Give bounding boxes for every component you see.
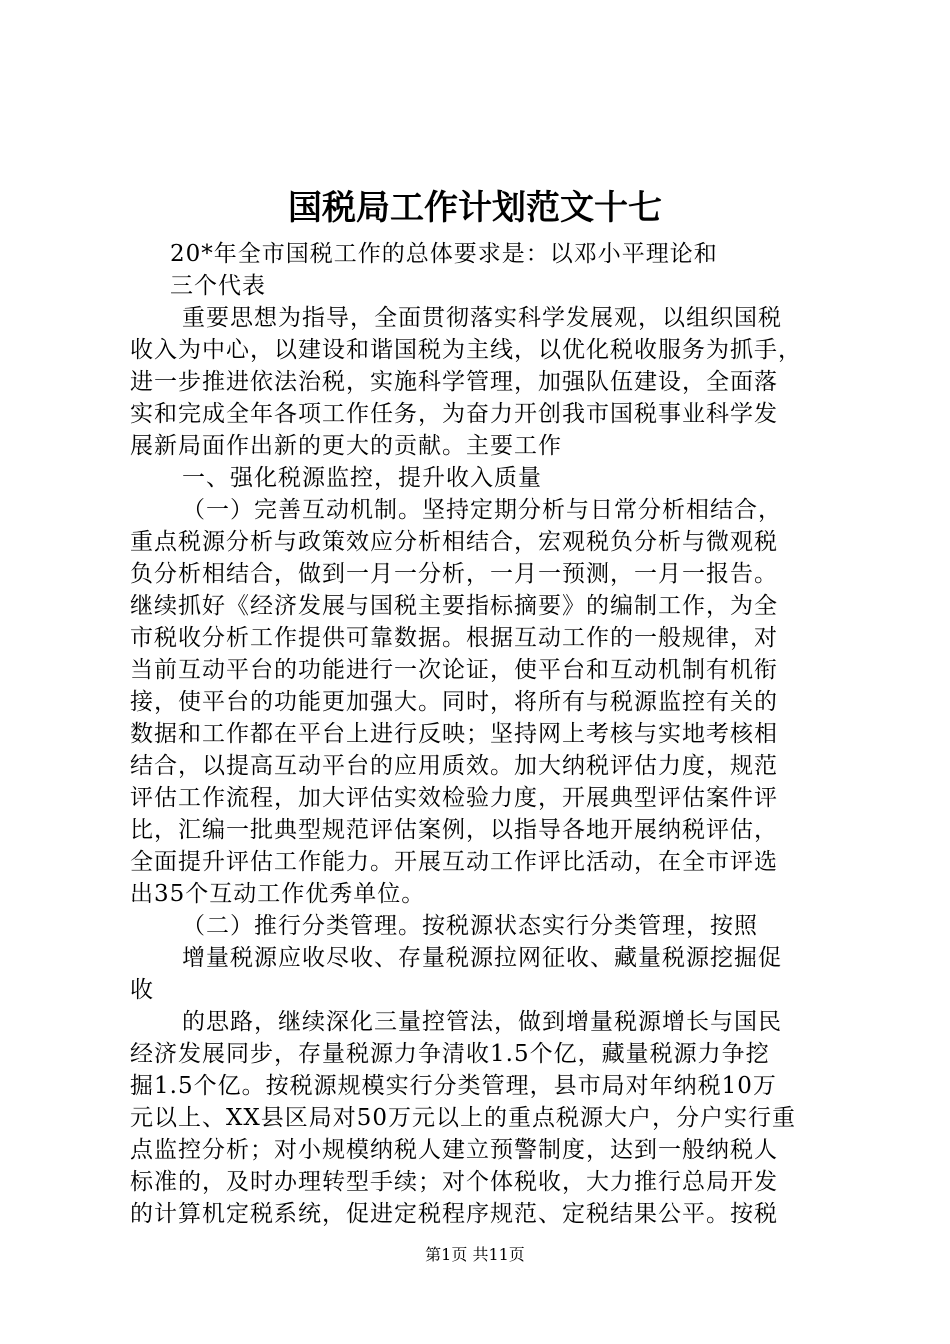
body-line: 元以上、XX县区局对50万元以上的重点税源大户，分户实行重 bbox=[130, 1105, 797, 1131]
body-line: 比，汇编一批典型规范评估案例，以指导各地开展纳税评估， bbox=[130, 817, 778, 843]
body-line: （一）完善互动机制。坚持定期分析与日常分析相结合， bbox=[182, 497, 782, 523]
body-line: 结合，以提高互动平台的应用质效。加大纳税评估力度，规范 bbox=[130, 753, 778, 779]
body-line: 当前互动平台的功能进行一次论证，使平台和互动机制有机衔 bbox=[130, 657, 778, 683]
body-line: 全面提升评估工作能力。开展互动工作评比活动，在全市评选 bbox=[130, 849, 778, 875]
body-line: 收入为中心，以建设和谐国税为主线，以优化税收服务为抓手， bbox=[130, 337, 802, 363]
body-line: 出35个互动工作优秀单位。 bbox=[130, 881, 426, 907]
body-line: 数据和工作都在平台上进行反映；坚持网上考核与实地考核相 bbox=[130, 721, 778, 747]
page-number: 第1页 共11页 bbox=[425, 1245, 525, 1264]
body-line: 的思路，继续深化三量控管法，做到增量税源增长与国民 bbox=[182, 1009, 782, 1035]
body-line: 经济发展同步，存量税源力争清收1.5个亿，藏量税源力争挖 bbox=[130, 1041, 770, 1067]
body-line: 重要思想为指导，全面贯彻落实科学发展观，以组织国税 bbox=[182, 305, 782, 331]
body-line: 三个代表 bbox=[170, 273, 266, 299]
body-line: 重点税源分析与政策效应分析相结合，宏观税负分析与微观税 bbox=[130, 529, 778, 555]
body-line: 标准的，及时办理转型手续；对个体税收，大力推行总局开发 bbox=[130, 1169, 778, 1195]
body-line: 评估工作流程，加大评估实效检验力度，开展典型评估案件评 bbox=[130, 785, 778, 811]
body-line: 实和完成全年各项工作任务，为奋力开创我市国税事业科学发 bbox=[130, 401, 778, 427]
body-line: 点监控分析；对小规模纳税人建立预警制度，达到一般纳税人 bbox=[130, 1137, 778, 1163]
body-line: 增量税源应收尽收、存量税源拉网征收、藏量税源挖掘促 bbox=[182, 945, 782, 971]
body-line: 的计算机定税系统，促进定税程序规范、定税结果公平。按税 bbox=[130, 1201, 778, 1227]
body-line: 负分析相结合，做到一月一分析，一月一预测，一月一报告。 bbox=[130, 561, 778, 587]
section-heading: 一、强化税源监控，提升收入质量 bbox=[182, 465, 542, 491]
body-line: （二）推行分类管理。按税源状态实行分类管理，按照 bbox=[182, 913, 758, 939]
body-line: 继续抓好《经济发展与国税主要指标摘要》的编制工作，为全 bbox=[130, 593, 778, 619]
body-line: 接，使平台的功能更加强大。同时，将所有与税源监控有关的 bbox=[130, 689, 778, 715]
body-line: 市税收分析工作提供可靠数据。根据互动工作的一般规律，对 bbox=[130, 625, 778, 651]
body-line: 收 bbox=[130, 977, 154, 1003]
body-line: 掘1.5个亿。按税源规模实行分类管理，县市局对年纳税10万 bbox=[130, 1073, 777, 1099]
body-line: 展新局面作出新的更大的贡献。主要工作 bbox=[130, 433, 562, 459]
body-line: 进一步推进依法治税，实施科学管理，加强队伍建设，全面落 bbox=[130, 369, 778, 395]
body-line: 20*年全市国税工作的总体要求是：以邓小平理论和 bbox=[170, 241, 718, 267]
document-title: 国税局工作计划范文十七 bbox=[288, 188, 662, 228]
